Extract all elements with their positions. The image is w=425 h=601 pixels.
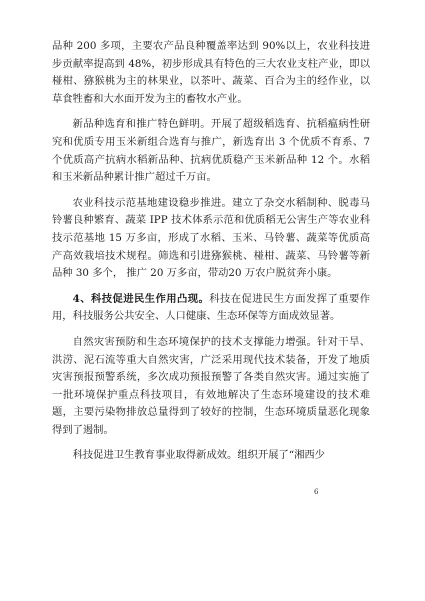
paragraph-1-text: 品种 200 多项，主要农产品良种覆盖率达到 90%以上，农业科技进步贡献率提高到 48%，初步形成具有特色的三大农业支柱产业，即以椪柑、猕猴桃为主的林果业，以茶叶、蔬菜、百合为主的经作业，以草食牲畜和大水面开发为主的畜牧水产业。	[52, 40, 370, 105]
paragraph-5-text: 自然灾害预防和生态环境保护的技术支撑能力增强。针对干旱、洪涝、泥石流等重大自然灾害，广泛采用现代技术装备，开发了地质灾害预报预警系统，多次成功预报预警了各类自然灾害。通过实施了一批环境保护重点科技项目，有效地解决了生态环境建设的技术难题，主要污染物排放总量得到了较好的控制，生态环境质量恶化现象得到了遏制。	[52, 335, 370, 436]
page-number: 6	[314, 488, 319, 496]
body-text	[52, 38, 370, 473]
section-heading-4: 4、科技促进民生作用凸现。	[72, 292, 210, 305]
paragraph-2	[52, 116, 370, 186]
paragraph-6-text: 科技促进卫生教育事业取得新成效。组织开展了“湘西少	[72, 449, 325, 462]
paragraph-4	[52, 291, 370, 326]
paragraph-4-text: 科技在促进民生方面发挥了重要作用，科技服务公共安全、人口健康、生态环保等方面成效显著。	[52, 292, 371, 323]
paragraph-3-text: 农业科技示范基地建设稳步推进。建立了杂交水稻制种、脱毒马铃薯良种繁育、蔬菜 IPP 技术体系示范和优质稻无公害生产等农业科技示范基地 15 万多亩，形成了水稻、玉米、马铃薯、蔬菜等优质高产高效栽培技术规程。筛选和引进猕猴桃、椪柑、蔬菜、马铃薯等新品种 30 多个， 推广 20 万多亩，带动20 万农户脱贫奔小康。	[52, 196, 370, 280]
paragraph-6	[52, 447, 370, 465]
paragraph-3	[52, 195, 370, 283]
paragraph-1	[52, 38, 370, 108]
paragraph-5	[52, 334, 370, 440]
paragraph-2-text: 新品种选育和推广特色鲜明。开展了超级稻选育、抗稻瘟病性研究和优质专用玉米新组合选育与推广，新选育出 3 个优质不育系、7 个优质高产抗病水稻新品种、抗病优质稳产玉米新品种 12 个。水稻和玉米新品种累计推广超过千万亩。	[52, 118, 370, 184]
